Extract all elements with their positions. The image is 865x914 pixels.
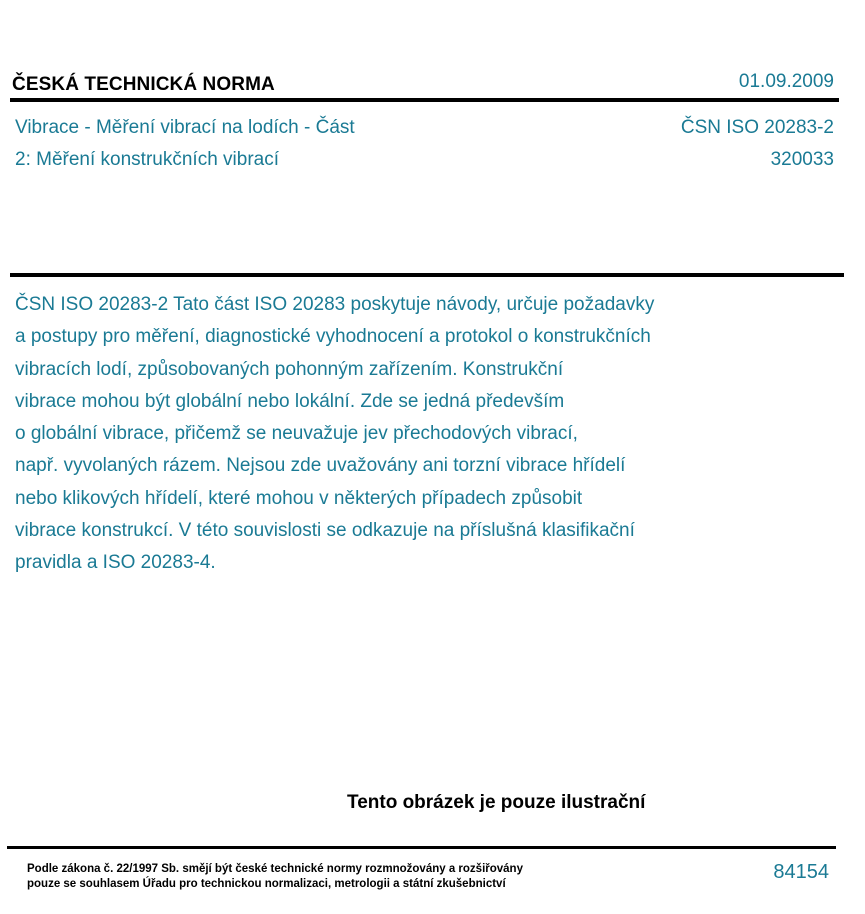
abstract-line: vibrace mohou být globální nebo lokální. Zde se jedná především	[15, 390, 565, 412]
abstract-line: pravidla a ISO 20283-4.	[15, 552, 216, 574]
abstract-line: o globální vibrace, přičemž se neuvažuje jev přechodových vibrací,	[15, 423, 578, 445]
abstract-divider	[10, 273, 844, 277]
footer-divider	[7, 846, 836, 849]
header-divider	[10, 98, 839, 102]
copyright-notice	[27, 862, 523, 892]
abstract-line: ČSN ISO 20283-2 Tato část ISO 20283 poskytuje návody, určuje požadavky	[15, 294, 655, 315]
copyright-line-2: pouze se souhlasem Úřadu pro technickou normalizaci, metrologii a státní zkušebnictví	[27, 878, 506, 890]
abstract-line: nebo klikových hřídelí, které mohou v některých případech způsobit	[15, 487, 583, 509]
standard-title-line-1: Vibrace - Měření vibrací na lodích - Část	[15, 117, 355, 138]
document-type-heading: ČESKÁ TECHNICKÁ NORMA	[12, 74, 275, 95]
abstract-line: vibracích lodí, způsobovaných pohonným zařízením. Konstrukční	[15, 358, 564, 380]
publication-date: 01.09.2009	[738, 71, 834, 92]
classification-code: 320033	[770, 149, 834, 170]
abstract-line: a postupy pro měření, diagnostické vyhodnocení a protokol o konstrukčních	[15, 326, 651, 348]
abstract-line: např. vyvolaných rázem. Nejsou zde uvažovány ani torzní vibrace hřídelí	[15, 455, 626, 477]
standard-title-line-2: 2: Měření konstrukčních vibrací	[15, 149, 279, 170]
abstract-text	[15, 289, 755, 580]
document-number: 84154	[773, 861, 829, 883]
illustration-disclaimer: Tento obrázek je pouze ilustrační	[347, 792, 646, 813]
copyright-line-1: Podle zákona č. 22/1997 Sb. smějí být české technické normy rozmnožovány a rozšiřovány	[27, 863, 523, 875]
abstract-line: vibrace konstrukcí. V této souvislosti se odkazuje na příslušná klasifikační	[15, 520, 635, 542]
standard-designation: ČSN ISO 20283-2	[680, 117, 834, 138]
